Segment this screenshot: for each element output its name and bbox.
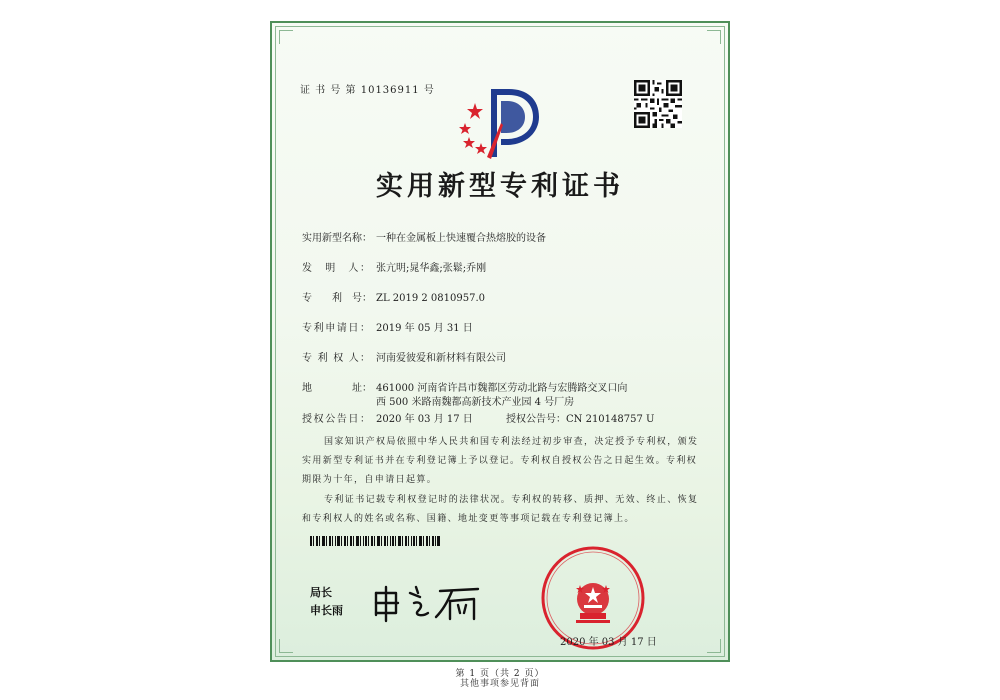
field-label: 授权公告日： — [302, 414, 370, 425]
field-value: 2019 年 05 月 31 日 — [376, 323, 473, 334]
cnipa-logo-icon — [457, 83, 543, 163]
field-inventor — [302, 262, 486, 276]
field-patentee — [302, 352, 506, 366]
border-corner-ornament — [279, 30, 293, 44]
field-address-line2: 西 500 米路南魏都高新技术产业园 4 号厂房 — [376, 397, 575, 408]
field-value: CN 210148757 U — [566, 414, 655, 425]
certificate-title: 实用新型专利证书 — [376, 171, 624, 202]
border-corner-ornament — [279, 639, 293, 653]
field-value: 河南爱彼爱和新材料有限公司 — [376, 353, 506, 364]
field-label: 授权公告号： — [506, 414, 566, 425]
field-value: ZL 2019 2 0810957.0 — [376, 293, 486, 304]
director-signature-icon — [370, 583, 500, 623]
grant-paragraph: 国家知识产权局依照中华人民共和国专利法经过初步审查，决定授予专利权，颁发实用新型专利证书并在专利登记簿上予以登记。专利权自授权公告之日起生效。专利权期限为十年，自申请日起算。 — [302, 437, 699, 485]
field-announce-date — [302, 413, 473, 427]
field-utility-model-name — [302, 232, 546, 246]
legal-status-paragraph: 专利证书记载专利权登记时的法律状况。专利权的转移、质押、无效、终止、恢复和专利权人的姓名或名称、国籍、地址变更等事项记载在专利登记簿上。 — [302, 495, 699, 524]
footer-note: 其他事项参见背面 — [459, 679, 540, 689]
qr-code-icon — [634, 80, 682, 128]
field-value: 2020 年 03 月 17 日 — [376, 414, 473, 425]
border-corner-ornament — [707, 30, 721, 44]
page-number: 第 1 页（共 2 页） — [455, 669, 545, 679]
field-value: 一种在金属板上快速覆合热熔胶的设备 — [376, 233, 546, 244]
field-label: 专 利 号： — [302, 293, 372, 304]
field-announce-number — [506, 413, 654, 427]
field-filing-date — [302, 322, 473, 336]
field-label: 发 明 人： — [302, 263, 370, 274]
field-value: 461000 河南省许昌市魏都区劳动北路与宏腾路交叉口向 — [376, 383, 628, 394]
barcode-icon — [310, 536, 440, 546]
field-patent-number — [302, 292, 485, 306]
border-corner-ornament — [707, 639, 721, 653]
seal-date: 2020 年 03 月 17 日 — [560, 637, 657, 648]
field-address — [302, 382, 627, 396]
patent-certificate — [270, 21, 730, 679]
field-label: 地 址： — [302, 383, 372, 394]
director-name: 申长雨 — [310, 604, 343, 617]
certificate-number: 证 书 号 第 10136911 号 — [300, 85, 435, 96]
field-label: 专 利 权 人： — [302, 353, 370, 364]
field-label: 实用新型名称： — [302, 233, 372, 244]
field-label: 专利申请日： — [302, 323, 370, 334]
director-title: 局长 — [310, 586, 332, 599]
field-value: 张亢明;晁华鑫;张鬆;乔刚 — [376, 263, 487, 274]
